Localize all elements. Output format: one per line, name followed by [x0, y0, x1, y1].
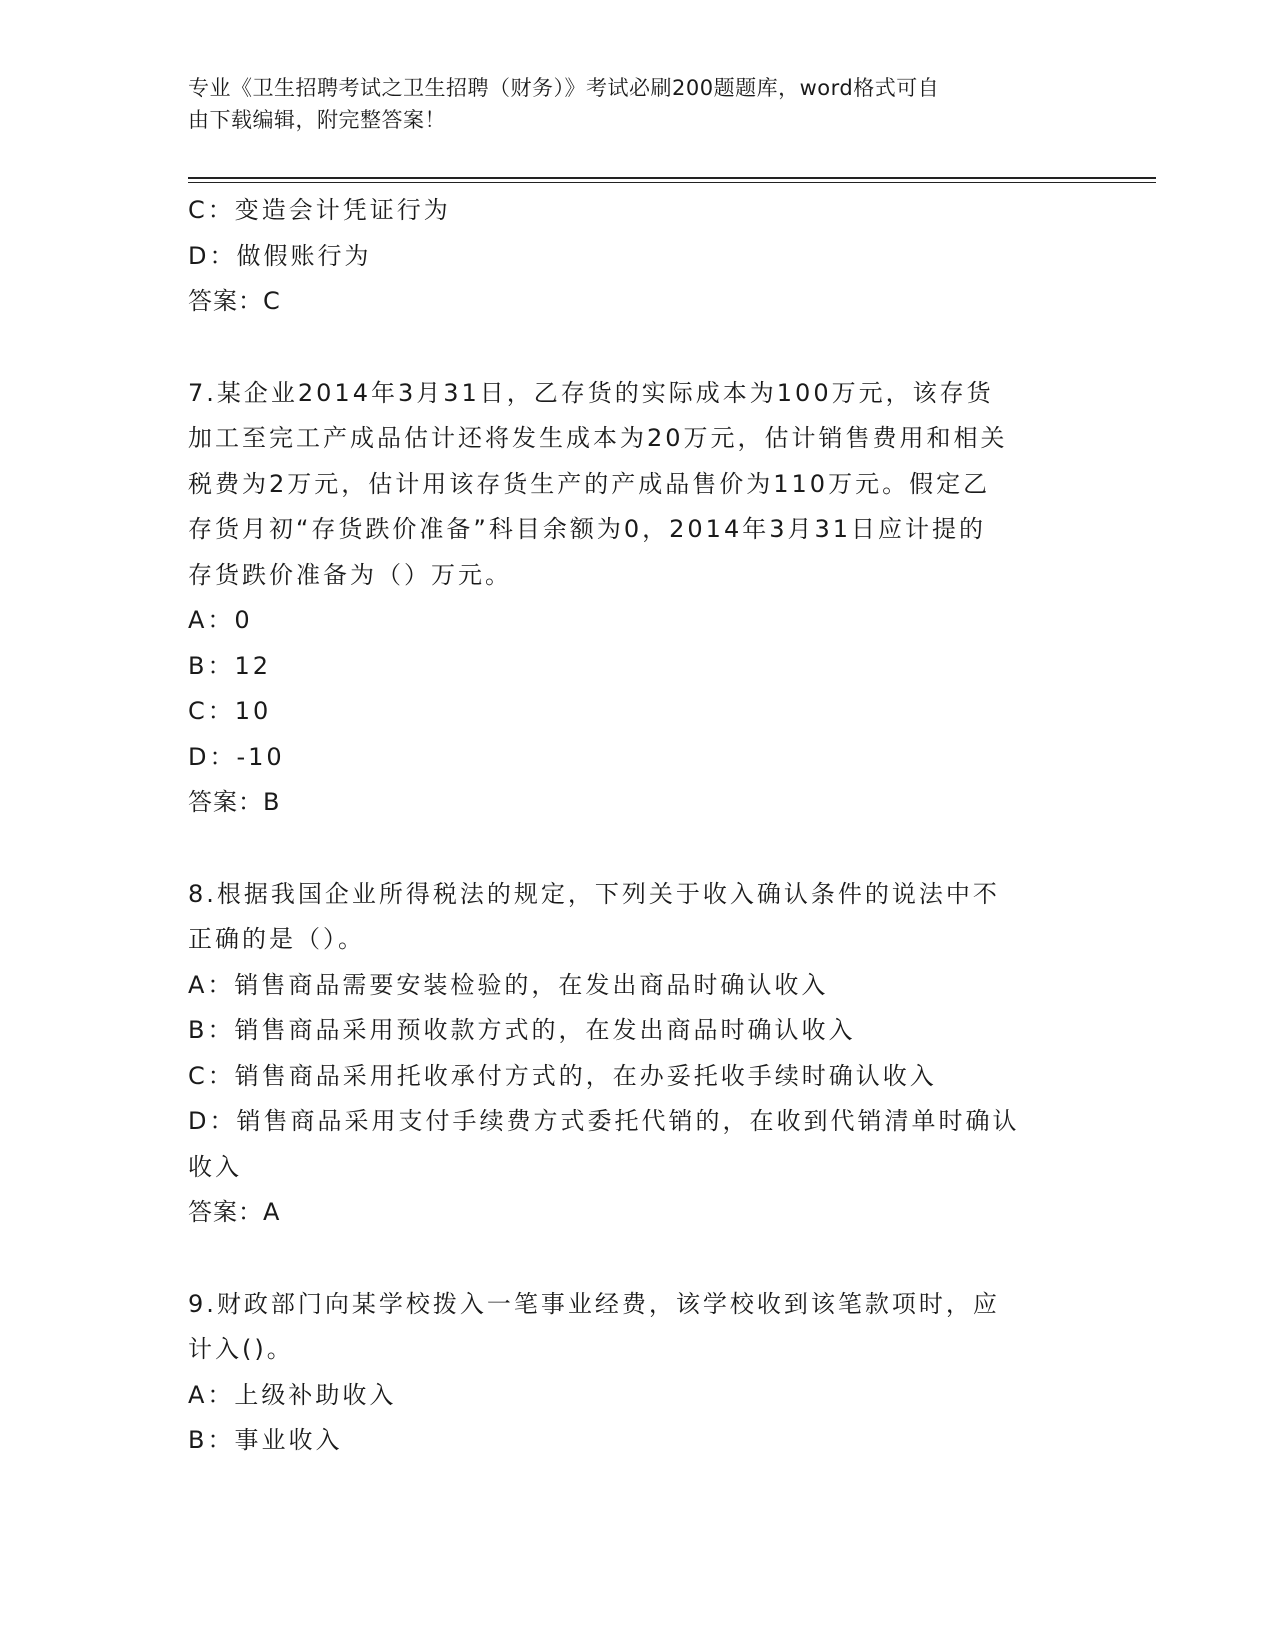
question-text-line: 9.财政部门向某学校拨入一笔事业经费，该学校收到该笔款项时，应 — [188, 1289, 1000, 1318]
option-a: A：销售商品需要安装检验的，在发出商品时确认收入 — [188, 970, 829, 999]
option-d: D：做假账行为 — [188, 241, 372, 270]
question-text-line: 8.根据我国企业所得税法的规定，下列关于收入确认条件的说法中不 — [188, 879, 1000, 908]
option-a: A：上级补助收入 — [188, 1380, 397, 1409]
option-b: B：事业收入 — [188, 1426, 343, 1454]
question-content — [188, 188, 1088, 1464]
option-a: A：0 — [188, 606, 253, 634]
option-c: C：销售商品采用托收承付方式的，在办妥托收手续时确认收入 — [188, 1061, 937, 1090]
question-text-line: 计入()。 — [188, 1335, 294, 1363]
question-text-line: 7.某企业2014年3月31日，乙存货的实际成本为100万元，该存货 — [188, 378, 994, 407]
option-d-continued: 收入 — [188, 1152, 242, 1181]
option-b: B：12 — [188, 651, 272, 680]
document-header — [188, 72, 1068, 136]
option-d: D：-10 — [188, 742, 285, 771]
header-rule-thin — [188, 182, 1156, 183]
answer: 答案：C — [188, 287, 281, 315]
option-d: D：销售商品采用支付手续费方式委托代销的，在收到代销清单时确认 — [188, 1107, 1020, 1135]
answer: 答案：B — [188, 788, 281, 816]
question-text-line: 加工至完工产成品估计还将发生成本为20万元，估计销售费用和相关 — [188, 424, 1008, 452]
header-rule-thick — [188, 177, 1156, 179]
header-line-2: 由下载编辑，附完整答案！ — [188, 108, 446, 132]
question-text-line: 税费为2万元，估计用该存货生产的产成品售价为110万元。假定乙 — [188, 469, 991, 498]
question-text-line: 存货跌价准备为（）万元。 — [188, 560, 512, 589]
option-c: C：10 — [188, 697, 272, 725]
question-text-line: 正确的是（）。 — [188, 925, 365, 953]
header-line-1: 专业《卫生招聘考试之卫生招聘（财务）》考试必刷200题题库，word格式可自 — [188, 76, 940, 100]
option-b: B：销售商品采用预收款方式的，在发出商品时确认收入 — [188, 1016, 856, 1044]
answer: 答案：A — [188, 1198, 281, 1226]
question-8 — [188, 872, 1088, 1236]
question-7 — [188, 371, 1088, 826]
question-9 — [188, 1282, 1088, 1464]
option-c: C：变造会计凭证行为 — [188, 196, 451, 224]
question-text-line: 存货月初“存货跌价准备”科目余额为0，2014年3月31日应计提的 — [188, 515, 987, 543]
